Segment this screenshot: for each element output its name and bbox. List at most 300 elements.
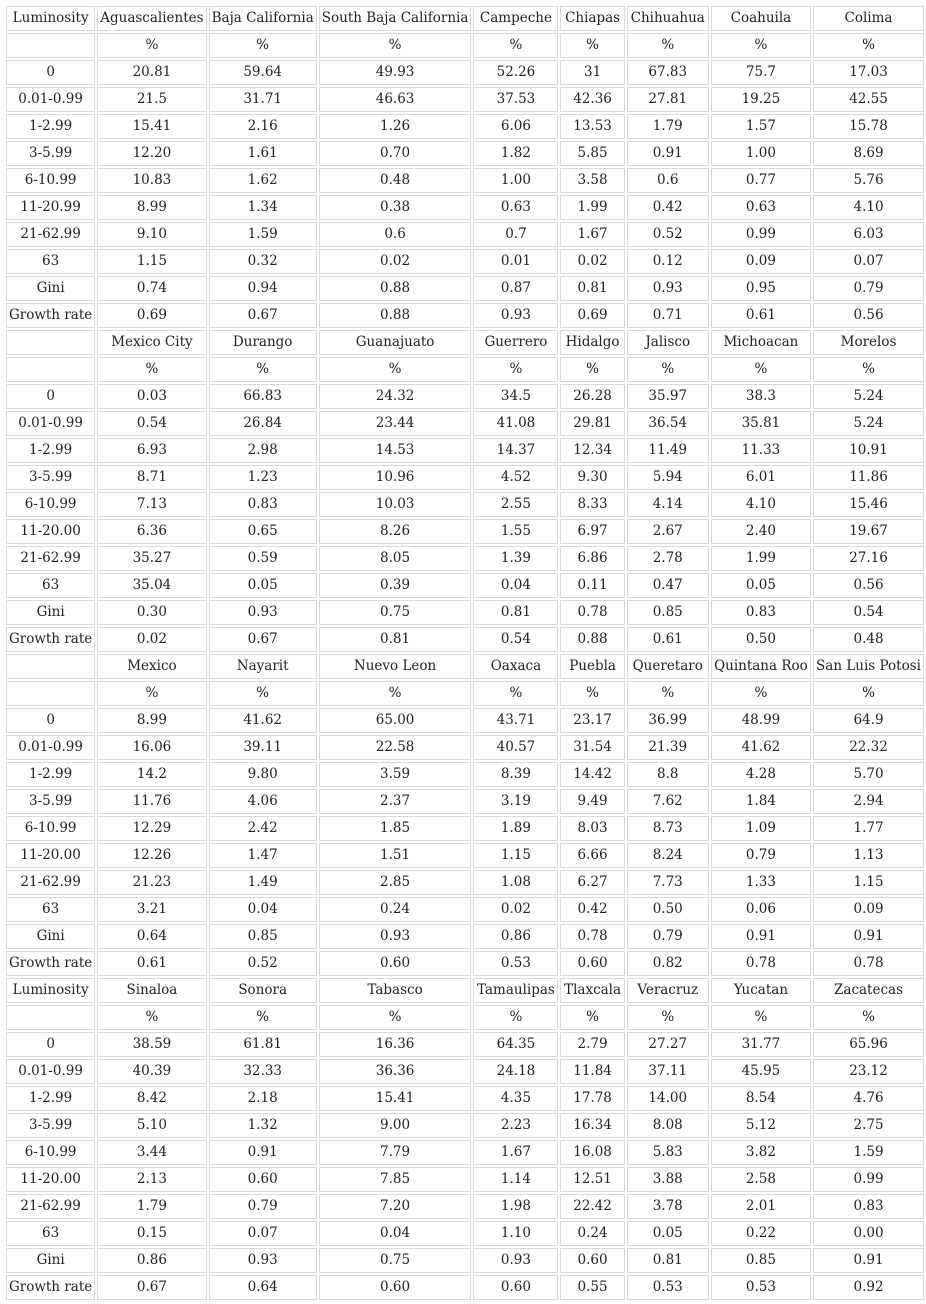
value-cell: 2.37 [319,789,472,814]
value-cell: 17.78 [560,1086,624,1111]
value-cell: 1.47 [209,843,317,868]
state-header: Michoacan [711,330,811,355]
value-cell: 41.62 [711,735,811,760]
table-row [6,141,924,166]
state-header: Sinaloa [97,978,206,1003]
value-cell: 2.98 [209,438,317,463]
value-cell: 8.33 [560,492,624,517]
value-cell: 67.83 [627,60,709,85]
value-cell: 1.39 [473,546,558,571]
value-cell: 22.42 [560,1194,624,1219]
table-row [6,843,924,868]
state-header-row [6,6,924,31]
table-row [6,87,924,112]
row-label: 63 [6,573,95,598]
unit-cell: % [209,357,317,382]
value-cell: 0.81 [560,276,624,301]
value-cell: 21.23 [97,870,206,895]
value-cell: 0.56 [813,573,924,598]
value-cell: 0.03 [97,384,206,409]
value-cell: 6.01 [711,465,811,490]
unit-cell: % [813,1005,924,1030]
value-cell: 0.54 [97,411,206,436]
value-cell: 19.25 [711,87,811,112]
value-cell: 38.3 [711,384,811,409]
value-cell: 8.39 [473,762,558,787]
value-cell: 26.28 [560,384,624,409]
value-cell: 14.37 [473,438,558,463]
value-cell: 1.55 [473,519,558,544]
value-cell: 21.39 [627,735,709,760]
unit-cell: % [473,681,558,706]
value-cell: 1.23 [209,465,317,490]
value-cell: 0.88 [319,276,472,301]
value-cell: 0.82 [627,951,709,976]
value-cell: 3.21 [97,897,206,922]
value-cell: 0.93 [627,276,709,301]
table-row [6,1059,924,1084]
value-cell: 0.07 [813,249,924,274]
value-cell: 36.36 [319,1059,472,1084]
value-cell: 2.67 [627,519,709,544]
row-label: 3-5.99 [6,465,95,490]
value-cell: 0.78 [560,600,624,625]
value-cell: 1.79 [627,114,709,139]
value-cell: 29.81 [560,411,624,436]
value-cell: 5.24 [813,384,924,409]
unit-cell: % [711,33,811,58]
table-row [6,60,924,85]
value-cell: 2.18 [209,1086,317,1111]
value-cell: 0.78 [560,924,624,949]
corner-label: Luminosity [6,6,95,31]
unit-blank-cell [6,1005,95,1030]
value-cell: 12.20 [97,141,206,166]
value-cell: 0.60 [560,951,624,976]
value-cell: 0.74 [97,276,206,301]
value-cell: 0.15 [97,1221,206,1246]
value-cell: 0.83 [209,492,317,517]
value-cell: 12.26 [97,843,206,868]
value-cell: 64.35 [473,1032,558,1057]
value-cell: 0.99 [711,222,811,247]
value-cell: 2.42 [209,816,317,841]
value-cell: 21.5 [97,87,206,112]
value-cell: 0.64 [97,924,206,949]
value-cell: 1.15 [813,870,924,895]
value-cell: 66.83 [209,384,317,409]
value-cell: 2.23 [473,1113,558,1138]
value-cell: 6.66 [560,843,624,868]
value-cell: 2.58 [711,1167,811,1192]
value-cell: 2.94 [813,789,924,814]
value-cell: 0.85 [209,924,317,949]
value-cell: 38.59 [97,1032,206,1057]
unit-blank-cell [6,33,95,58]
value-cell: 31 [560,60,624,85]
value-cell: 0.63 [711,195,811,220]
table-row [6,303,924,328]
row-label: 6-10.99 [6,492,95,517]
value-cell: 9.49 [560,789,624,814]
value-cell: 6.97 [560,519,624,544]
value-cell: 0.52 [209,951,317,976]
value-cell: 0.53 [627,1275,709,1300]
unit-cell: % [711,357,811,382]
value-cell: 0.01 [473,249,558,274]
value-cell: 2.55 [473,492,558,517]
unit-cell: % [627,33,709,58]
table-row [6,924,924,949]
value-cell: 1.00 [711,141,811,166]
value-cell: 36.54 [627,411,709,436]
state-header: Tabasco [319,978,472,1003]
row-label: Gini [6,600,95,625]
value-cell: 9.10 [97,222,206,247]
value-cell: 0.79 [711,843,811,868]
value-cell: 5.70 [813,762,924,787]
value-cell: 0.86 [473,924,558,949]
value-cell: 0.32 [209,249,317,274]
value-cell: 12.51 [560,1167,624,1192]
value-cell: 27.27 [627,1032,709,1057]
value-cell: 1.59 [209,222,317,247]
unit-cell: % [627,357,709,382]
value-cell: 0.69 [97,303,206,328]
unit-cell: % [97,33,206,58]
value-cell: 48.99 [711,708,811,733]
row-label: 63 [6,249,95,274]
value-cell: 8.26 [319,519,472,544]
table-row [6,1086,924,1111]
value-cell: 8.69 [813,141,924,166]
value-cell: 35.81 [711,411,811,436]
row-label: 1-2.99 [6,1086,95,1111]
table-row [6,546,924,571]
value-cell: 14.53 [319,438,472,463]
state-header: Yucatan [711,978,811,1003]
unit-cell: % [319,1005,472,1030]
unit-cell: % [209,33,317,58]
value-cell: 0.11 [560,573,624,598]
row-label: 0.01-0.99 [6,1059,95,1084]
state-header: Chihuahua [627,6,709,31]
row-label: 11-20.00 [6,843,95,868]
value-cell: 0.54 [813,600,924,625]
value-cell: 0.42 [560,897,624,922]
value-cell: 0.55 [560,1275,624,1300]
value-cell: 3.19 [473,789,558,814]
value-cell: 35.27 [97,546,206,571]
unit-cell: % [209,681,317,706]
value-cell: 31.77 [711,1032,811,1057]
state-header: Mexico [97,654,206,679]
value-cell: 1.62 [209,168,317,193]
value-cell: 13.53 [560,114,624,139]
table-row [6,519,924,544]
value-cell: 31.71 [209,87,317,112]
value-cell: 0.91 [627,141,709,166]
value-cell: 0.60 [560,1248,624,1273]
value-cell: 0.53 [473,951,558,976]
value-cell: 2.79 [560,1032,624,1057]
value-cell: 0.7 [473,222,558,247]
value-cell: 0.12 [627,249,709,274]
value-cell: 16.06 [97,735,206,760]
value-cell: 8.71 [97,465,206,490]
value-cell: 0.50 [711,627,811,652]
row-label: 21-62.99 [6,222,95,247]
state-header: Jalisco [627,330,709,355]
row-label: 1-2.99 [6,114,95,139]
table-row [6,411,924,436]
value-cell: 1.99 [711,546,811,571]
value-cell: 4.76 [813,1086,924,1111]
value-cell: 0.05 [711,573,811,598]
state-header: Nuevo Leon [319,654,472,679]
value-cell: 0.81 [319,627,472,652]
table-row [6,951,924,976]
unit-cell: % [560,357,624,382]
value-cell: 0.64 [209,1275,317,1300]
value-cell: 0.02 [319,249,472,274]
value-cell: 0.50 [627,897,709,922]
row-label: 3-5.99 [6,1113,95,1138]
state-header: South Baja California [319,6,472,31]
value-cell: 1.00 [473,168,558,193]
table-row [6,762,924,787]
value-cell: 0.95 [711,276,811,301]
value-cell: 0.87 [473,276,558,301]
row-label: 3-5.99 [6,141,95,166]
table-row [6,384,924,409]
value-cell: 14.00 [627,1086,709,1111]
value-cell: 1.14 [473,1167,558,1192]
unit-cell: % [473,33,558,58]
corner-label [6,330,95,355]
table-row [6,222,924,247]
state-header: Campeche [473,6,558,31]
value-cell: 19.67 [813,519,924,544]
table-row [6,438,924,463]
value-cell: 5.12 [711,1113,811,1138]
unit-cell: % [711,1005,811,1030]
value-cell: 37.11 [627,1059,709,1084]
value-cell: 0.93 [473,1248,558,1273]
row-label: Growth rate [6,627,95,652]
value-cell: 0.04 [319,1221,472,1246]
value-cell: 10.91 [813,438,924,463]
row-label: 0 [6,708,95,733]
value-cell: 11.33 [711,438,811,463]
value-cell: 0.79 [209,1194,317,1219]
value-cell: 65.00 [319,708,472,733]
value-cell: 7.13 [97,492,206,517]
table-row [6,1032,924,1057]
unit-cell: % [209,1005,317,1030]
value-cell: 0.02 [560,249,624,274]
unit-cell: % [560,681,624,706]
value-cell: 0.78 [711,951,811,976]
unit-cell: % [319,33,472,58]
unit-cell: % [627,681,709,706]
table-row [6,897,924,922]
value-cell: 7.73 [627,870,709,895]
value-cell: 15.41 [97,114,206,139]
value-cell: 31.54 [560,735,624,760]
value-cell: 1.67 [560,222,624,247]
row-label: 1-2.99 [6,762,95,787]
row-label: 0 [6,384,95,409]
value-cell: 1.32 [209,1113,317,1138]
value-cell: 4.14 [627,492,709,517]
state-header: Baja California [209,6,317,31]
row-label: 0.01-0.99 [6,735,95,760]
state-header: Chiapas [560,6,624,31]
value-cell: 9.00 [319,1113,472,1138]
unit-cell: % [473,1005,558,1030]
table-row [6,1275,924,1300]
state-header: Morelos [813,330,924,355]
table-row [6,735,924,760]
value-cell: 0.94 [209,276,317,301]
value-cell: 0.38 [319,195,472,220]
value-cell: 52.26 [473,60,558,85]
value-cell: 0.54 [473,627,558,652]
value-cell: 45.95 [711,1059,811,1084]
value-cell: 8.05 [319,546,472,571]
table-row [6,1248,924,1273]
row-label: 63 [6,897,95,922]
state-header: Nayarit [209,654,317,679]
state-header: Zacatecas [813,978,924,1003]
value-cell: 0.02 [473,897,558,922]
value-cell: 0.48 [813,627,924,652]
unit-cell: % [560,33,624,58]
value-cell: 0.85 [711,1248,811,1273]
unit-cell: % [97,1005,206,1030]
value-cell: 0.30 [97,600,206,625]
table-row [6,1194,924,1219]
row-label: 63 [6,1221,95,1246]
value-cell: 0.00 [813,1221,924,1246]
row-label: 11-20.99 [6,195,95,220]
state-header: Colima [813,6,924,31]
value-cell: 5.76 [813,168,924,193]
value-cell: 22.58 [319,735,472,760]
value-cell: 0.48 [319,168,472,193]
value-cell: 37.53 [473,87,558,112]
row-label: 6-10.99 [6,1140,95,1165]
value-cell: 0.91 [209,1140,317,1165]
value-cell: 10.96 [319,465,472,490]
value-cell: 0.85 [627,600,709,625]
table-row [6,1221,924,1246]
unit-cell: % [813,681,924,706]
row-label: 1-2.99 [6,438,95,463]
table-row [6,195,924,220]
row-label: 3-5.99 [6,789,95,814]
value-cell: 42.55 [813,87,924,112]
value-cell: 42.36 [560,87,624,112]
value-cell: 0.92 [813,1275,924,1300]
value-cell: 0.07 [209,1221,317,1246]
state-header: Puebla [560,654,624,679]
value-cell: 0.81 [627,1248,709,1273]
value-cell: 1.84 [711,789,811,814]
value-cell: 8.42 [97,1086,206,1111]
value-cell: 1.59 [813,1140,924,1165]
state-header-row [6,978,924,1003]
unit-cell: % [97,681,206,706]
value-cell: 2.13 [97,1167,206,1192]
value-cell: 0.69 [560,303,624,328]
value-cell: 8.03 [560,816,624,841]
value-cell: 0.70 [319,141,472,166]
value-cell: 4.52 [473,465,558,490]
value-cell: 5.10 [97,1113,206,1138]
value-cell: 0.61 [97,951,206,976]
table-row [6,627,924,652]
value-cell: 7.79 [319,1140,472,1165]
value-cell: 41.62 [209,708,317,733]
value-cell: 15.78 [813,114,924,139]
value-cell: 65.96 [813,1032,924,1057]
row-label: Gini [6,1248,95,1273]
row-label: Gini [6,276,95,301]
value-cell: 1.77 [813,816,924,841]
value-cell: 3.78 [627,1194,709,1219]
unit-row [6,681,924,706]
value-cell: 5.94 [627,465,709,490]
value-cell: 0.79 [627,924,709,949]
state-header: Oaxaca [473,654,558,679]
value-cell: 43.71 [473,708,558,733]
value-cell: 0.60 [473,1275,558,1300]
unit-cell: % [711,681,811,706]
value-cell: 0.39 [319,573,472,598]
value-cell: 0.24 [319,897,472,922]
value-cell: 1.26 [319,114,472,139]
value-cell: 20.81 [97,60,206,85]
value-cell: 14.42 [560,762,624,787]
value-cell: 0.47 [627,573,709,598]
value-cell: 0.52 [627,222,709,247]
value-cell: 0.71 [627,303,709,328]
table-row [6,816,924,841]
unit-cell: % [560,1005,624,1030]
value-cell: 61.81 [209,1032,317,1057]
state-header: Guerrero [473,330,558,355]
table-row [6,114,924,139]
state-header: Hidalgo [560,330,624,355]
value-cell: 0.75 [319,1248,472,1273]
row-label: 0 [6,60,95,85]
value-cell: 1.67 [473,1140,558,1165]
table-row [6,573,924,598]
value-cell: 3.59 [319,762,472,787]
value-cell: 34.5 [473,384,558,409]
state-header-row [6,330,924,355]
value-cell: 27.81 [627,87,709,112]
row-label: 21-62.99 [6,870,95,895]
value-cell: 0.06 [711,897,811,922]
unit-cell: % [813,33,924,58]
value-cell: 2.16 [209,114,317,139]
value-cell: 0.53 [711,1275,811,1300]
value-cell: 1.13 [813,843,924,868]
value-cell: 0.63 [473,195,558,220]
